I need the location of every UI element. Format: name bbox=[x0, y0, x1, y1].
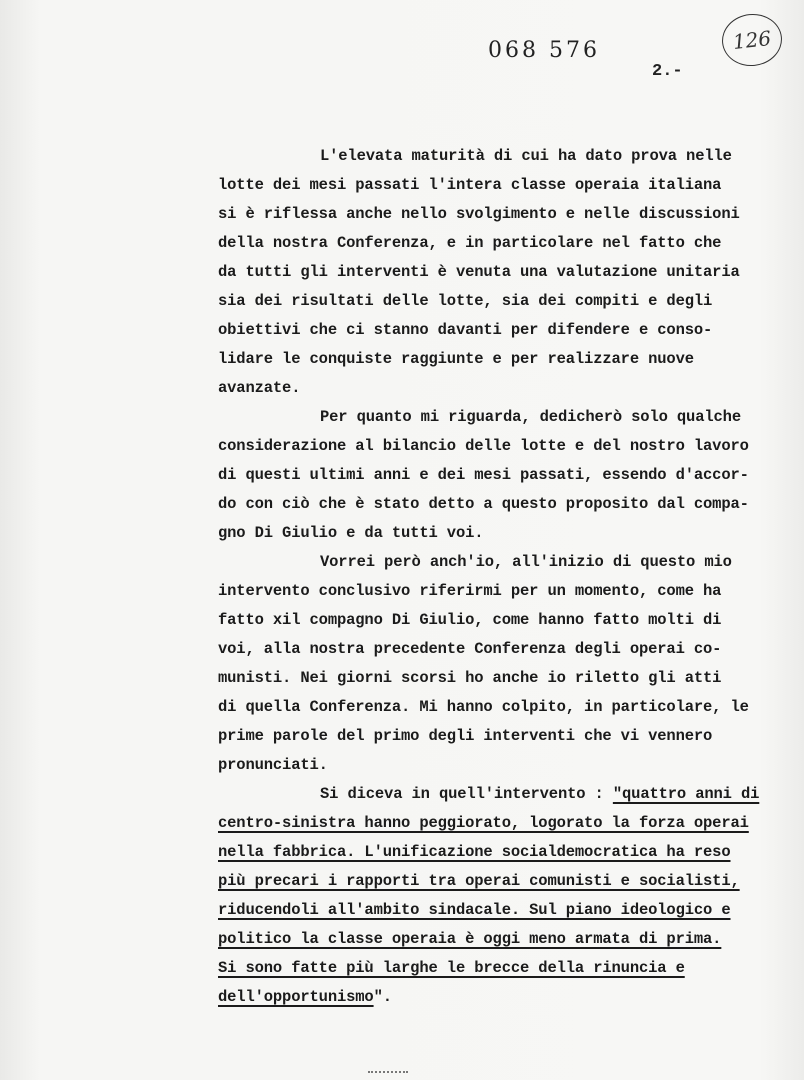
quote-line: dell'opportunismo bbox=[218, 988, 374, 1006]
text-line: considerazione al bilancio delle lotte e del nostro lavoro bbox=[218, 437, 749, 455]
text-line: di questi ultimi anni e dei mesi passati, essendo d'accor- bbox=[218, 466, 749, 484]
quote-intro: Si diceva in quell'intervento : bbox=[320, 785, 613, 803]
text-line bbox=[218, 983, 793, 1012]
quote-line: più precari i rapporti tra operai comunisti e socialisti, bbox=[218, 872, 740, 890]
quote-line: politico la classe operaia è oggi meno armata di prima. bbox=[218, 930, 722, 948]
text-line: lidare le conquiste raggiunte e per realizzare nuove bbox=[218, 350, 694, 368]
text-line: della nostra Conferenza, e in particolare nel fatto che bbox=[218, 234, 722, 252]
text-line: si è riflessa anche nello svolgimento e nelle discussioni bbox=[218, 205, 740, 223]
paragraph-2 bbox=[218, 403, 793, 548]
text-line: voi, alla nostra precedente Conferenza degli operai co- bbox=[218, 640, 722, 658]
stamp-number: 126 bbox=[731, 26, 773, 54]
text-line: prime parole del primo degli interventi che vi vennero bbox=[218, 727, 713, 745]
text-line: gno Di Giulio e da tutti voi. bbox=[218, 524, 484, 542]
text-line: pronunciati. bbox=[218, 756, 328, 774]
text-line: fatto xil compagno Di Giulio, come hanno fatto molti di bbox=[218, 611, 722, 629]
text-line: sia dei risultati delle lotte, sia dei compiti e degli bbox=[218, 292, 713, 310]
quote-text: "quattro anni di bbox=[612, 785, 760, 803]
text-line: L'elevata maturità di cui ha dato prova nelle bbox=[320, 147, 732, 165]
paragraph-4-quotation bbox=[218, 780, 793, 1012]
text-line: lotte dei mesi passati l'intera classe operaia italiana bbox=[218, 176, 722, 194]
quote-line: riducendoli all'ambito sindacale. Sul piano ideologico e bbox=[218, 901, 731, 919]
paragraph-3 bbox=[218, 548, 793, 780]
text-line: avanzate. bbox=[218, 379, 301, 397]
text-line: munisti. Nei giorni scorsi ho anche io riletto gli atti bbox=[218, 669, 722, 687]
text-line: intervento conclusivo riferirmi per un momento, come ha bbox=[218, 582, 722, 600]
footer-mark bbox=[368, 1071, 408, 1075]
archive-stamp bbox=[719, 11, 784, 69]
text-line bbox=[218, 780, 793, 809]
document-number: 068 576 bbox=[488, 38, 600, 63]
document-body bbox=[218, 142, 793, 1012]
quote-line: nella fabbrica. L'unificazione socialdemocratica ha reso bbox=[218, 843, 731, 861]
text-line: Vorrei però anch'io, all'inizio di questo mio bbox=[320, 553, 732, 571]
page-number: 2.- bbox=[652, 62, 683, 81]
paragraph-1 bbox=[218, 142, 793, 403]
text-line: obiettivi che ci stanno davanti per difendere e conso- bbox=[218, 321, 713, 339]
quote-line: centro-sinistra hanno peggiorato, logorato la forza operai bbox=[218, 814, 749, 832]
quote-end: ". bbox=[373, 988, 392, 1006]
text-line: di quella Conferenza. Mi hanno colpito, in particolare, le bbox=[218, 698, 749, 716]
quote-line: Si sono fatte più larghe le brecce della rinuncia e bbox=[218, 959, 685, 977]
text-line: da tutti gli interventi è venuta una valutazione unitaria bbox=[218, 263, 740, 281]
text-line: Per quanto mi riguarda, dedicherò solo qualche bbox=[320, 408, 741, 426]
text-line: do con ciò che è stato detto a questo proposito dal compa- bbox=[218, 495, 749, 513]
